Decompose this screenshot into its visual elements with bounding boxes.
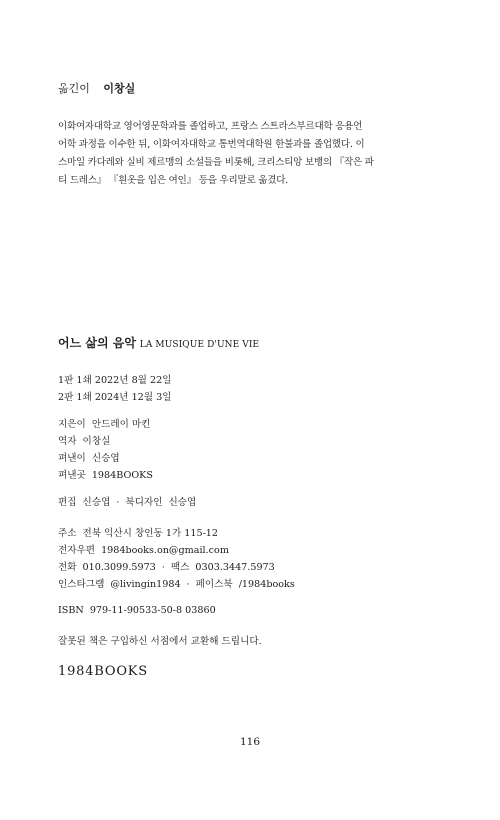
credit-author [58,416,153,433]
isbn-value: 979-11-90533-50-8 03860 [89,605,216,616]
instagram-label: 인스타그램 [58,579,105,590]
edition-line: 1판 1쇄 2022년 8월 22일 [58,375,172,386]
design-label: 북디자인 [125,497,163,508]
social-line [58,576,295,593]
credit-publisher-person [58,450,153,467]
exchange-notice [58,633,262,650]
credit-publisher [58,467,153,484]
email-label: 전자우편 [58,545,96,556]
credit-value: 이창실 [82,436,111,447]
bio-line: 스마일 카다레와 실비 제르맹의 소설들을 비롯해, 크리스티앙 보뱅의 『작은 파 [58,157,374,168]
translator-bio [58,118,454,190]
address-line [58,525,295,542]
email-line [58,542,295,559]
email-value: 1984books.on@gmail.com [101,545,229,556]
credit-label: 지은이 [58,419,86,430]
phone-line [58,559,295,576]
credits [58,416,153,484]
translator-role: 옮긴이 [58,82,90,95]
isbn-line [58,602,216,619]
translator-credit [58,80,135,96]
publisher-logo: 1984BOOKS [58,664,149,679]
bio-line: 이화여자대학교 영어영문학과를 졸업하고, 프랑스 스트라스부르대학 응용언 [58,121,363,132]
bio-line: 어학 과정을 이수한 뒤, 이화여자대학교 통번역대학원 한불과를 졸업했다. 이 [58,139,365,150]
editing-line [58,494,196,511]
page-number: 116 [239,736,261,748]
credit-value: 신승엽 [91,453,120,464]
bio-line: 티 드레스』 『흰옷을 입은 여인』 등을 우리말로 옮겼다. [58,175,288,186]
address-label: 주소 [58,528,77,539]
phone-label: 전화 [58,562,77,573]
isbn-info [58,602,216,619]
editing-credits [58,494,196,511]
phone-value: 010.3099.5973 [82,562,156,573]
credit-translator [58,433,153,450]
separator-dot: · [161,562,165,573]
isbn-label: ISBN [58,605,84,616]
address-value: 전북 익산시 창인동 1가 115-12 [82,528,219,539]
fax-value: 0303.3447.5973 [195,562,275,573]
separator-dot: · [186,579,190,590]
book-title [58,334,259,351]
credit-value: 1984BOOKS [91,470,153,481]
separator-dot: · [116,497,120,508]
credit-label: 펴낸이 [58,453,86,464]
instagram-value: @livingin1984 [110,579,181,590]
fax-label: 팩스 [170,562,190,573]
facebook-value: /1984books [238,579,295,590]
facebook-label: 페이스북 [195,579,233,590]
edition-info [58,372,171,406]
credit-label: 펴낸곳 [58,470,86,481]
design-value: 신승엽 [168,497,197,508]
translator-name: 이창실 [103,82,136,95]
notice-text: 잘못된 책은 구입하신 서점에서 교환해 드립니다. [58,636,262,647]
credit-value: 안드레이 마킨 [91,419,151,430]
contact-info [58,525,295,593]
editing-label: 편집 [58,497,77,508]
credit-label: 역자 [58,436,77,447]
book-title-french: LA MUSIQUE D'UNE VIE [139,340,260,350]
book-title-korean: 어느 삶의 음악 [58,336,136,350]
editing-value: 신승엽 [82,497,111,508]
edition-line: 2판 1쇄 2024년 12월 3일 [58,392,172,403]
